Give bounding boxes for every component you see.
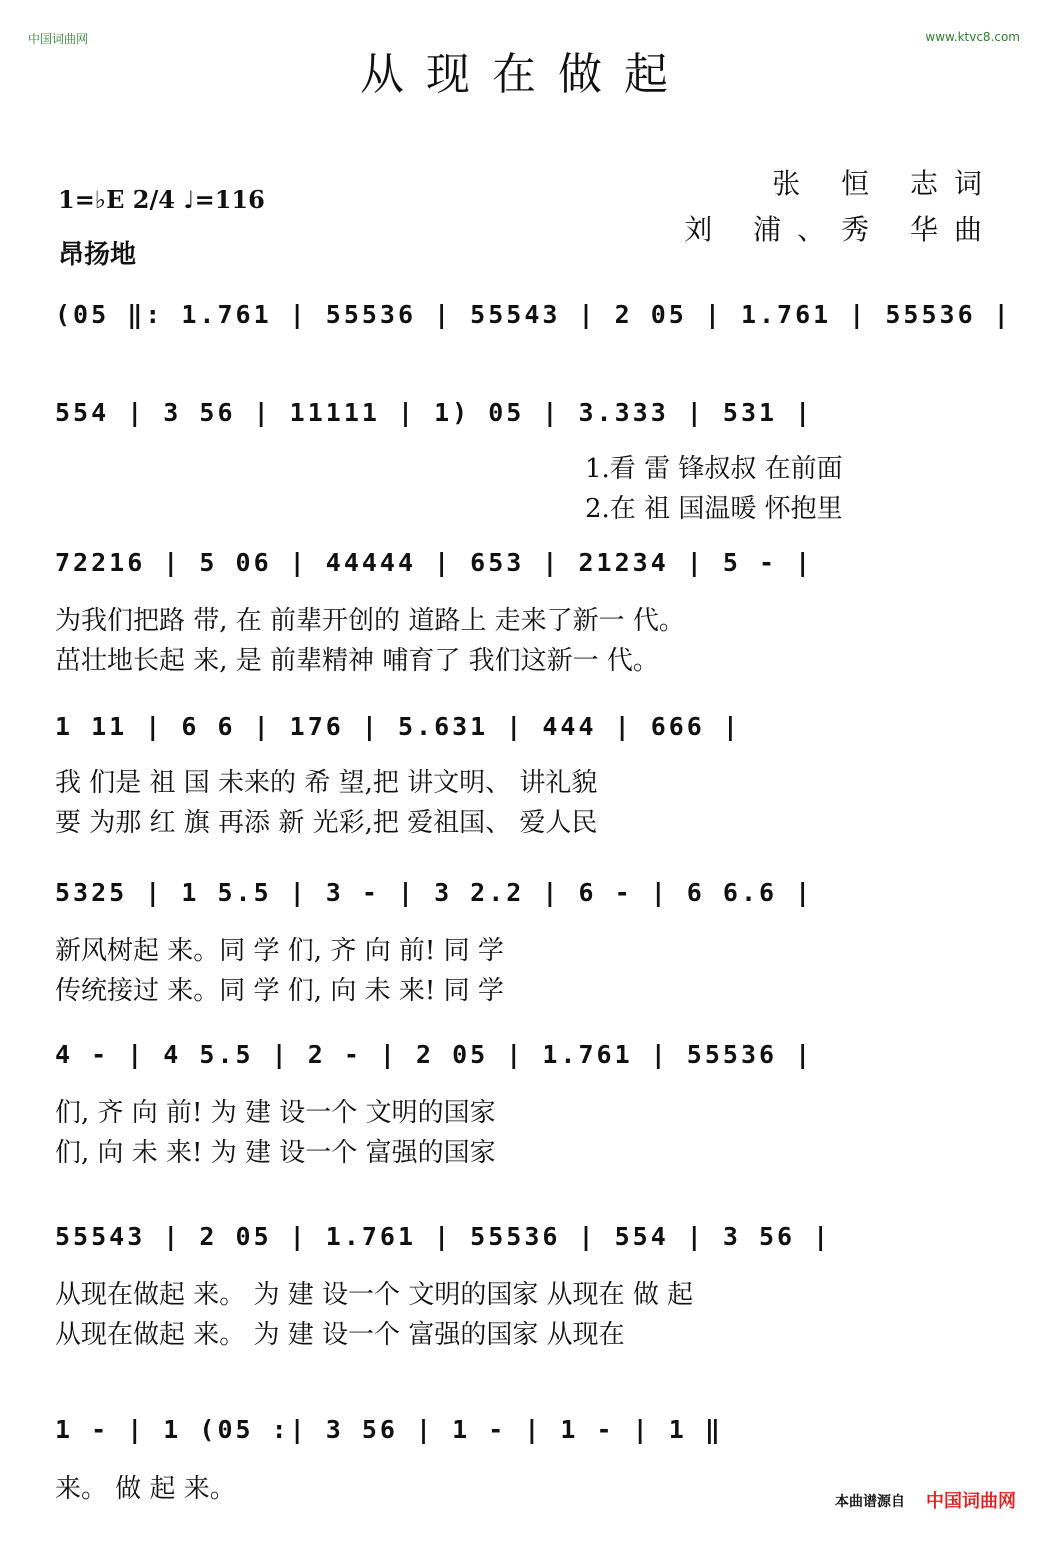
margin-watermark-left (2, 0, 16, 1541)
performance-direction: 昂扬地 (58, 240, 137, 270)
lyric-line: 传统接过 来。同 学 们, 向 未 来! 同 学 (55, 976, 504, 1006)
notation-row-7: 55543 | 2 05 | 1.761 | 55536 | 554 | 3 56 | (55, 1222, 832, 1251)
site-header-right[interactable]: www.ktvc8.com (925, 30, 1020, 44)
lyricist-credit: 张 恒 志词 (772, 167, 998, 200)
notation-row-1: (05 ‖: 1.761 | 55536 | 55543 | 2 05 | 1.761 | 55536 | (55, 300, 1012, 329)
lyric-line: 茁壮地长起 来, 是 前辈精神 哺育了 我们这新一 代。 (55, 646, 659, 676)
notation-row-6: 4 - | 4 5.5 | 2 - | 2 05 | 1.761 | 55536 | (55, 1040, 814, 1069)
lyric-line: 新风树起 来。同 学 们, 齐 向 前! 同 学 (55, 936, 504, 966)
lyric-line: 来。 做 起 来。 (55, 1474, 236, 1504)
lyric-line: 从现在做起 来。 为 建 设一个 富强的国家 从现在 (55, 1320, 625, 1350)
notation-row-4: 1 11 | 6 6 | 176 | 5.631 | 444 | 666 | (55, 712, 741, 741)
source-label: 本曲谱源自 (835, 1494, 905, 1510)
composer-credit: 刘 浦、秀 华曲 (684, 213, 998, 246)
site-header-left[interactable]: 中国词曲网 (28, 32, 89, 46)
lyric-line: 2.在 祖 国温暖 怀抱里 (585, 494, 843, 524)
source-site-link[interactable]: 中国词曲网 (926, 1491, 1016, 1512)
lyric-line: 们, 向 未 来! 为 建 设一个 富强的国家 (55, 1138, 496, 1168)
lyric-line: 我 们是 祖 国 未来的 希 望,把 讲文明、 讲礼貌 (55, 768, 598, 798)
notation-row-3: 72216 | 5 06 | 44444 | 653 | 21234 | 5 - | (55, 548, 814, 577)
notation-row-5: 5325 | 1 5.5 | 3 - | 3 2.2 | 6 - | 6 6.6 | (55, 878, 814, 907)
notation-row-8: 1 - | 1 (05 :| 3 56 | 1 - | 1 - | 1 ‖ (55, 1415, 723, 1444)
lyric-line: 从现在做起 来。 为 建 设一个 文明的国家 从现在 做 起 (55, 1280, 694, 1310)
margin-watermark-right (1034, 0, 1048, 1541)
key-signature: 1=♭E 2/4 ♩=116 (58, 185, 265, 214)
lyric-line: 要 为那 红 旗 再添 新 光彩,把 爱祖国、 爱人民 (55, 808, 598, 838)
lyric-line: 们, 齐 向 前! 为 建 设一个 文明的国家 (55, 1098, 496, 1128)
lyric-line: 为我们把路 带, 在 前辈开创的 道路上 走来了新一 代。 (55, 606, 685, 636)
song-title: 从现在做起 (360, 49, 690, 100)
lyric-line: 1.看 雷 锋叔叔 在前面 (585, 454, 843, 484)
notation-row-2: 554 | 3 56 | 11111 | 1) 05 | 3.333 | 531 | (55, 398, 814, 427)
